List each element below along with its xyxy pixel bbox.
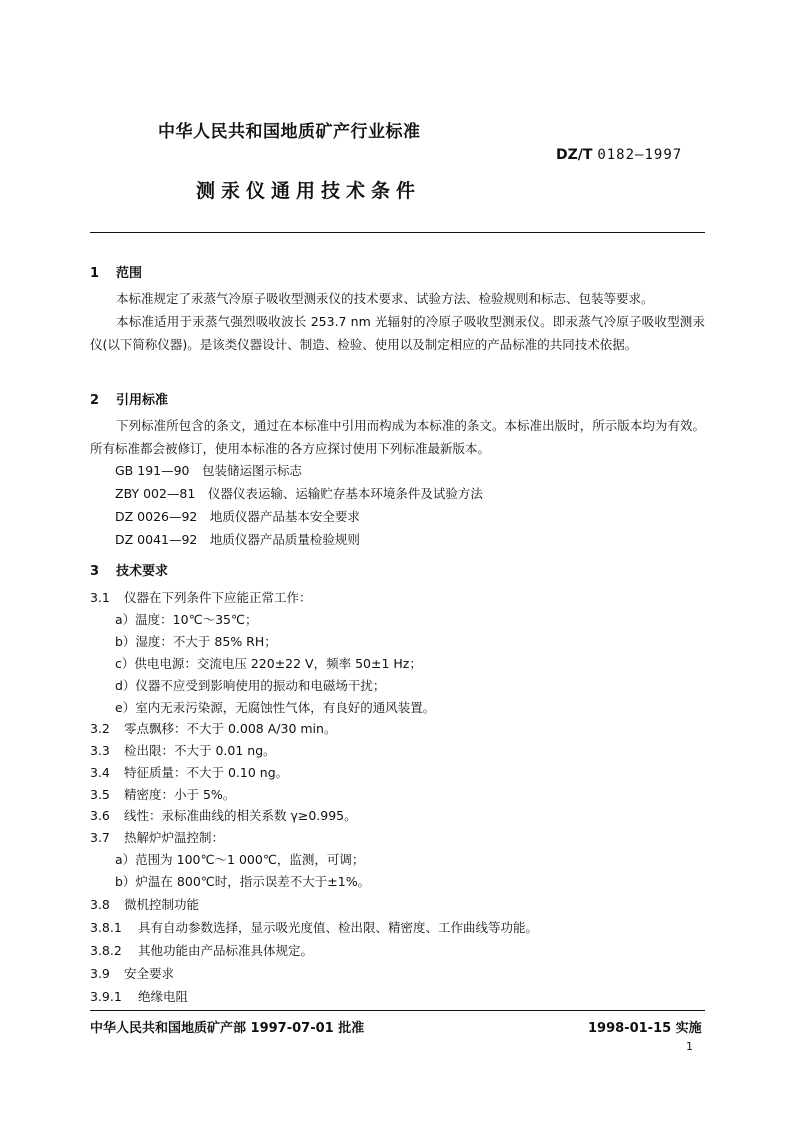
clause-3-8-2-number: 3.8.2 [90, 943, 122, 958]
clause-3-2 [90, 719, 336, 737]
section-3-heading [90, 560, 168, 579]
footer-rule [90, 1010, 705, 1011]
page-number: 1 [686, 1040, 693, 1053]
section-2-heading [90, 389, 168, 408]
section-2-number: 2 [90, 393, 100, 408]
clause-3-1-number: 3.1 [90, 590, 110, 605]
clause-3-6 [90, 806, 357, 824]
clause-3-6-text: 线性：汞标准曲线的相关系数 γ≥0.995。 [124, 808, 357, 823]
clause-3-9-number: 3.9 [90, 966, 110, 981]
clause-3-7-number: 3.7 [90, 830, 110, 845]
issuing-organization: 中华人民共和国地质矿产行业标准 [158, 122, 421, 142]
reference-dz0026: DZ 0026—92 地质仪器产品基本安全要求 [115, 509, 360, 524]
clause-3-8-text: 微机控制功能 [124, 897, 200, 912]
approval-line: 中华人民共和国地质矿产部 1997-07-01 批准 [90, 1021, 365, 1036]
clause-3-6-number: 3.6 [90, 808, 110, 823]
clause-3-9 [90, 964, 174, 982]
clause-3-7-text: 热解炉炉温控制： [124, 830, 225, 845]
clause-3-1-item-e: e）室内无汞污染源，无腐蚀性气体，有良好的通风装置。 [115, 700, 436, 715]
clause-3-7-item-b: b）炉温在 800℃时，指示误差不大于±1%。 [115, 874, 371, 889]
clause-3-1-text: 仪器在下列条件下应能正常工作： [124, 590, 312, 605]
section-1-paragraph-2: 本标准适用于汞蒸气强烈吸收波长 253.7 nm 光辐射的冷原子吸收型测汞仪。即汞蒸气冷原子吸收型测汞仪(以下简称仪器)。是该类仪器设计、制造、检验、使用以及制定相应的产品标准的共同技术依据。 [90, 314, 705, 352]
clause-3-5-text: 精密度：小于 5%。 [124, 787, 236, 802]
clause-3-3-text: 检出限：不大于 0.01 ng。 [124, 743, 276, 758]
clause-3-7 [90, 828, 224, 846]
section-2-title: 引用标准 [116, 393, 169, 408]
clause-3-1-item-a: a）温度：10℃～35℃； [115, 612, 258, 627]
clause-3-8-1-text: 具有自动参数选择，显示吸光度值、检出限、精密度、工作曲线等功能。 [138, 920, 539, 935]
header-rule [90, 232, 705, 233]
clause-3-8-1 [90, 918, 538, 936]
clause-3-7-item-a: a）范围为 100℃～1 000℃，监测，可调； [115, 852, 365, 867]
clause-3-5-number: 3.5 [90, 787, 110, 802]
section-3-number: 3 [90, 564, 100, 579]
section-1-number: 1 [90, 266, 100, 281]
clause-3-8-2-text: 其他功能由产品标准具体规定。 [138, 943, 314, 958]
reference-gb191: GB 191—90 包装储运图示标志 [115, 463, 302, 478]
clause-3-5 [90, 785, 235, 803]
reference-dz0041: DZ 0041—92 地质仪器产品质量检验规则 [115, 532, 360, 547]
implementation-date: 1998-01-15 实施 [588, 1021, 702, 1036]
clause-3-1-item-d: d）仪器不应受到影响使用的振动和电磁场干扰； [115, 678, 386, 693]
clause-3-8-1-number: 3.8.1 [90, 920, 122, 935]
clause-3-2-text: 零点飘移：不大于 0.008 A/30 min。 [124, 721, 337, 736]
clause-3-1-item-b: b）湿度：不大于 85% RH； [115, 634, 277, 649]
standard-code-number: 0182—1997 [597, 147, 683, 163]
clause-3-9-1-number: 3.9.1 [90, 989, 122, 1004]
section-1-heading [90, 262, 142, 281]
clause-3-4-number: 3.4 [90, 765, 110, 780]
clause-3-8-2 [90, 941, 313, 959]
clause-3-4 [90, 763, 288, 781]
clause-3-8-number: 3.8 [90, 897, 110, 912]
clause-3-1-item-c: c）供电电源：交流电压 220±22 V，频率 50±1 Hz； [115, 656, 422, 671]
clause-3-9-text: 安全要求 [124, 966, 175, 981]
section-3-title: 技术要求 [116, 564, 169, 579]
section-1-paragraph-1: 本标准规定了汞蒸气冷原子吸收型测汞仪的技术要求、试验方法、检验规则和标志、包装等要求。 [116, 291, 654, 306]
clause-3-9-1-text: 绝缘电阻 [138, 989, 189, 1004]
clause-3-9-1 [90, 987, 188, 1005]
clause-3-3 [90, 741, 276, 759]
document-title: 测汞仪通用技术条件 [196, 180, 422, 202]
reference-zby002: ZBY 002—81 仪器仪表运输、运输贮存基本环境条件及试验方法 [115, 486, 483, 501]
section-1-title: 范围 [116, 266, 143, 281]
standard-code-prefix: DZ/T [556, 147, 593, 163]
clause-3-4-text: 特征质量：不大于 0.10 ng。 [124, 765, 289, 780]
clause-3-8 [90, 895, 199, 913]
standard-code [556, 147, 682, 163]
clause-3-2-number: 3.2 [90, 721, 110, 736]
clause-3-1 [90, 588, 312, 606]
section-2-paragraph-1: 下列标准所包含的条文，通过在本标准中引用而构成为本标准的条文。本标准出版时，所示版本均为有效。所有标准都会被修订，使用本标准的各方应探讨使用下列标准最新版本。 [90, 418, 705, 456]
clause-3-3-number: 3.3 [90, 743, 110, 758]
